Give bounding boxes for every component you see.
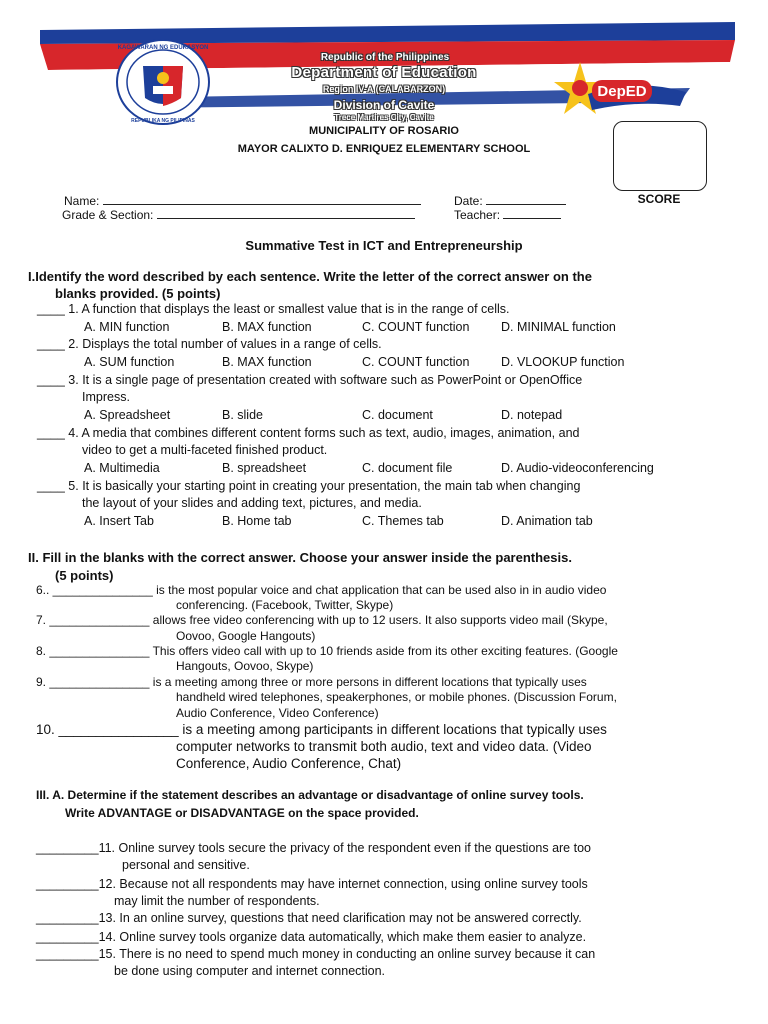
teacher-blank[interactable] xyxy=(503,207,561,219)
section3-instruction-line1: III. A. Determine if the statement describes an advantage or disadvantage of online survey tools. xyxy=(36,788,584,802)
option: B. MAX function xyxy=(222,355,312,369)
survey-item-12: _________12. Because not all respondents may have internet connection, using online survey tools xyxy=(36,877,588,891)
question-1 xyxy=(37,301,510,318)
fill-item-cont: handheld wired telephones, speakerphones, or mobile phones. (Discussion Forum, xyxy=(176,690,617,704)
survey-item-11: _________11. Online survey tools secure the privacy of the respondent even if the questions are too xyxy=(36,841,591,855)
question-text: 2. Displays the total number of values in a range of cells. xyxy=(68,337,382,351)
teacher-label: Teacher: xyxy=(454,208,501,222)
name-field xyxy=(64,193,421,208)
question-3 xyxy=(37,372,582,389)
question-text-cont: Impress. xyxy=(82,390,130,404)
option: C. document xyxy=(362,408,433,422)
question-4 xyxy=(37,425,579,442)
name-blank[interactable] xyxy=(103,193,421,205)
name-label: Name: xyxy=(64,194,100,208)
fill-item-cont: computer networks to transmit both audio, text and video data. (Video xyxy=(176,739,592,754)
department-text: Department of Education xyxy=(291,64,477,81)
answer-blank[interactable]: ____ xyxy=(37,302,65,316)
fill-item-8: 8. _______________ This offers video call with up to 10 friends aside from its other exciting features. (Google xyxy=(36,644,618,658)
fill-item-10: 10. ________________ is a meeting among participants in different locations that typically uses xyxy=(36,722,607,737)
fill-item-cont: conferencing. (Facebook, Twitter, Skype) xyxy=(176,598,394,612)
section2-instruction-line1: II. Fill in the blanks with the correct answer. Choose your answer inside the parenthesis. xyxy=(28,550,572,565)
question-5 xyxy=(37,478,580,495)
section3-instruction-line2: Write ADVANTAGE or DISADVANTAGE on the space provided. xyxy=(65,806,419,820)
survey-item-cont: be done using computer and internet connection. xyxy=(114,964,386,978)
option: D. Audio-videoconferencing xyxy=(501,461,654,475)
option: A. Spreadsheet xyxy=(84,408,171,422)
city-text: Trece Martires City, Cavite xyxy=(334,113,434,122)
section1-instruction-line2: blanks provided. (5 points) xyxy=(55,286,221,301)
svg-text:DepED: DepED xyxy=(597,83,647,100)
option: A. SUM function xyxy=(84,355,175,369)
question-text: 5. It is basically your starting point in creating your presentation, the main tab when changing xyxy=(68,479,581,493)
option: C. Themes tab xyxy=(362,514,444,528)
option: D. MINIMAL function xyxy=(501,320,616,334)
grade-section-field xyxy=(62,207,415,222)
teacher-field xyxy=(454,207,561,222)
option: B. slide xyxy=(222,408,263,422)
answer-blank[interactable]: ____ xyxy=(37,373,65,387)
test-title: Summative Test in ICT and Entrepreneurship xyxy=(245,238,523,253)
answer-blank[interactable]: ____ xyxy=(37,479,65,493)
fill-item-cont: Audio Conference, Video Conference) xyxy=(176,706,379,720)
fill-item-6: 6.. _______________ is the most popular voice and chat application that can be used also in in audio video xyxy=(36,583,607,597)
survey-item-cont: may limit the number of respondents. xyxy=(114,894,320,908)
question-text-cont: the layout of your slides and adding text, pictures, and media. xyxy=(82,496,422,510)
republic-text: Republic of the Philippines xyxy=(320,52,450,63)
svg-text:CAVITE: CAVITE xyxy=(631,105,665,115)
question-text-cont: video to get a multi-faceted finished product. xyxy=(82,443,328,457)
grade-section-blank[interactable] xyxy=(157,207,415,219)
fill-item-9: 9. _______________ is a meeting among three or more persons in different locations that typically uses xyxy=(36,675,587,689)
school-name: MAYOR CALIXTO D. ENRIQUEZ ELEMENTARY SCHOOL xyxy=(237,143,531,155)
grade-section-label: Grade & Section: xyxy=(62,208,154,222)
option: D. Animation tab xyxy=(501,514,593,528)
survey-item-15: _________15. There is no need to spend much money in conducting an online survey because it can xyxy=(36,947,596,961)
option: A. MIN function xyxy=(84,320,170,334)
date-field xyxy=(454,193,566,208)
svg-text:KAGAWARAN NG EDUKASYON: KAGAWARAN NG EDUKASYON xyxy=(117,45,209,51)
date-label: Date: xyxy=(454,194,483,208)
option: B. MAX function xyxy=(222,320,312,334)
option: C. COUNT function xyxy=(362,320,470,334)
date-blank[interactable] xyxy=(486,193,566,205)
score-label: SCORE xyxy=(637,192,681,206)
fill-item-cont: Oovoo, Google Hangouts) xyxy=(176,629,316,643)
option: A. Insert Tab xyxy=(84,514,154,528)
answer-blank[interactable]: ____ xyxy=(37,426,65,440)
svg-text:REPUBLIKA NG PILIPINAS: REPUBLIKA NG PILIPINAS xyxy=(131,118,195,124)
option: C. document file xyxy=(362,461,453,475)
section1-instruction-line1: I.Identify the word described by each sentence. Write the letter of the correct answer on the xyxy=(28,269,592,284)
option: B. Home tab xyxy=(222,514,292,528)
survey-item-14: _________14. Online survey tools organize data automatically, which make them easier to analyze. xyxy=(36,930,587,944)
option: A. Multimedia xyxy=(84,461,160,475)
municipality-text: MUNICIPALITY OF ROSARIO xyxy=(309,125,459,137)
fill-item-7: 7. _______________ allows free video conferencing with up to 12 users. It also supports video mail (Skype, xyxy=(36,613,608,627)
survey-item-cont: personal and sensitive. xyxy=(122,858,250,872)
answer-blank[interactable]: ____ xyxy=(37,337,65,351)
option: C. COUNT function xyxy=(362,355,470,369)
question-2 xyxy=(37,336,382,353)
division-text: Division of Cavite xyxy=(333,98,435,112)
fill-item-cont: Conference, Audio Conference, Chat) xyxy=(176,756,402,771)
question-text: 3. It is a single page of presentation created with software such as PowerPoint or OpenOffice xyxy=(68,373,583,387)
option: D. notepad xyxy=(501,408,563,422)
option: D. VLOOKUP function xyxy=(501,355,625,369)
survey-item-13: _________13. In an online survey, questions that need clarification may not be answered correctly. xyxy=(36,911,582,925)
fill-item-cont: Hangouts, Oovoo, Skype) xyxy=(176,659,314,673)
question-text: 1. A function that displays the least or smallest value that is in the range of cells. xyxy=(68,302,510,316)
option: B. spreadsheet xyxy=(222,461,307,475)
section2-instruction-line2: (5 points) xyxy=(55,568,114,583)
region-text: Region IV-A (CALABARZON) xyxy=(322,84,446,94)
score-box[interactable] xyxy=(613,121,707,191)
question-text: 4. A media that combines different content forms such as text, audio, images, animation, and xyxy=(68,426,580,440)
